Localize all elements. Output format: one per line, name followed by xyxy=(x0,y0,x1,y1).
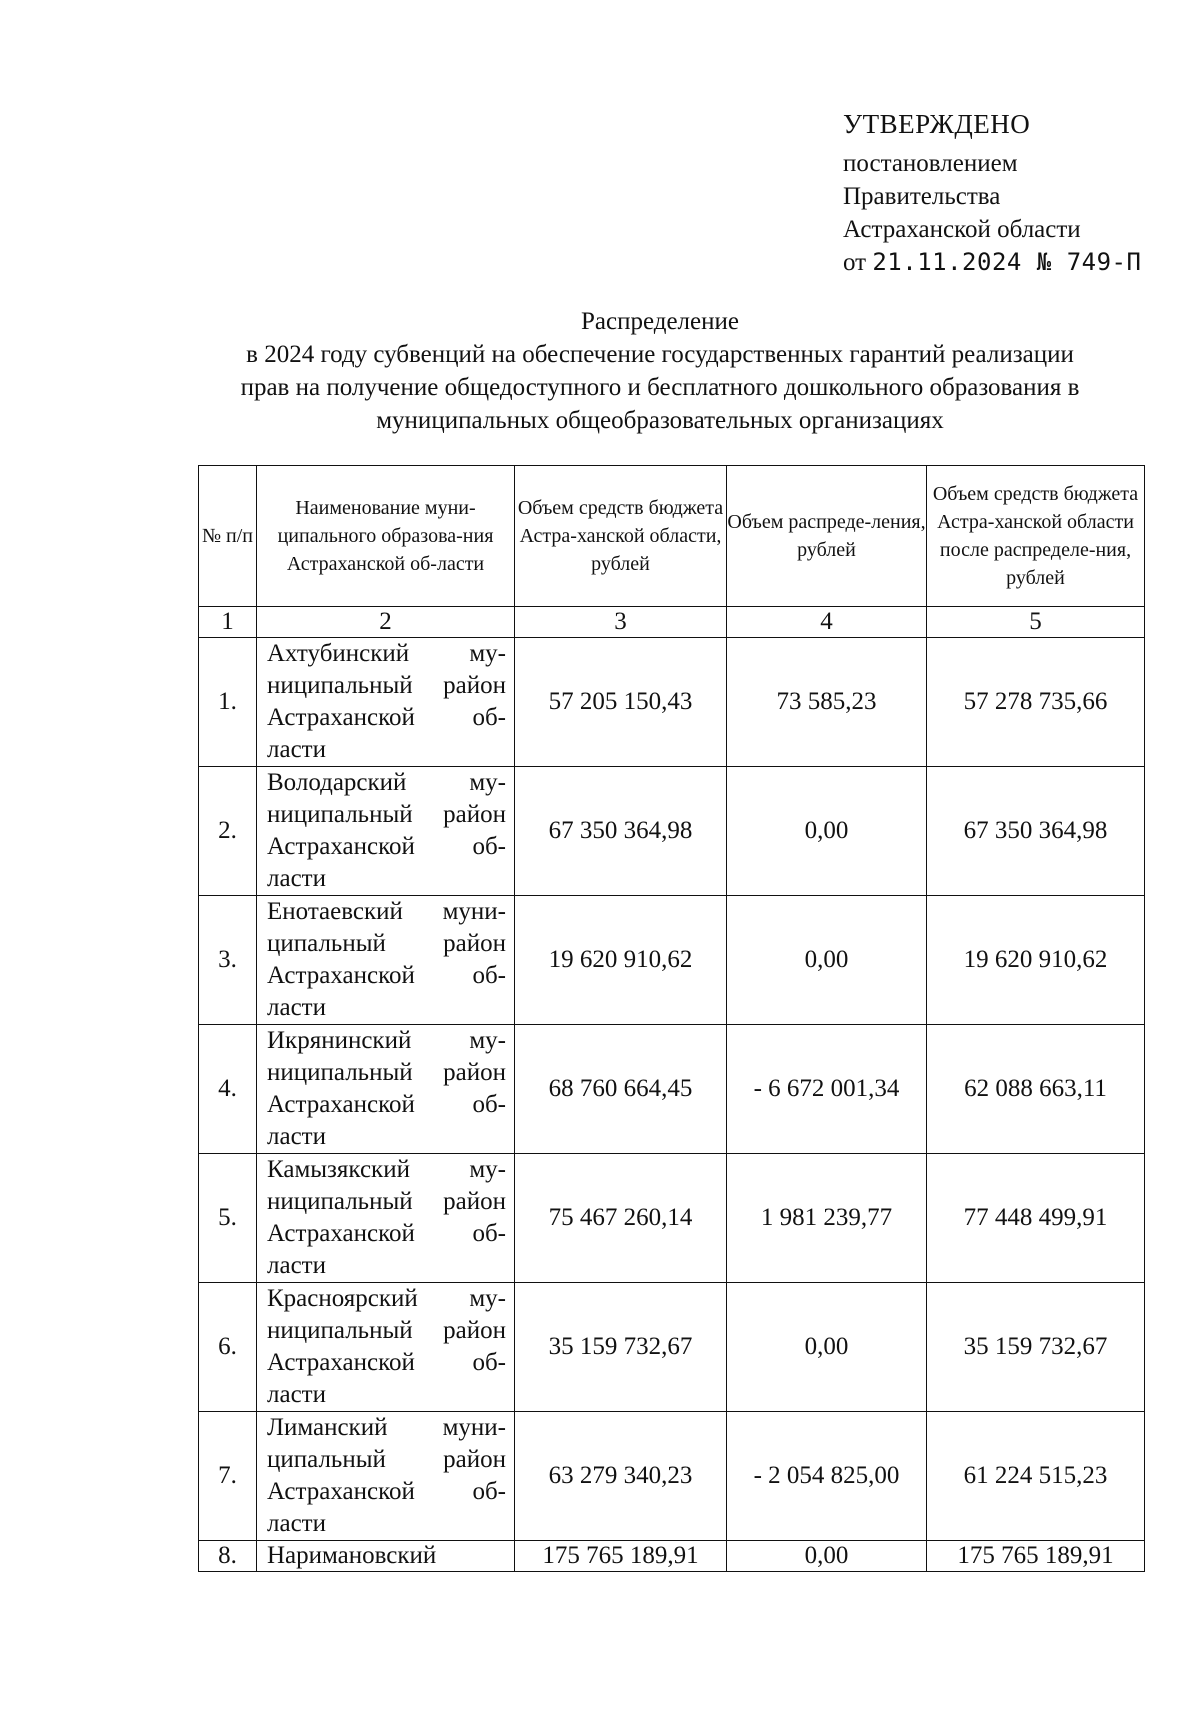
row-distribution: 0,00 xyxy=(727,1541,927,1572)
row-index: 5. xyxy=(199,1154,257,1283)
table-row xyxy=(199,1154,1145,1283)
table-header-row xyxy=(199,466,1145,607)
row-budget: 75 467 260,14 xyxy=(515,1154,727,1283)
row-budget: 67 350 364,98 xyxy=(515,767,727,896)
column-number: 2 xyxy=(257,607,515,638)
row-after: 35 159 732,67 xyxy=(927,1283,1145,1412)
row-budget: 57 205 150,43 xyxy=(515,638,727,767)
header-index: № п/п xyxy=(199,466,257,607)
approved-label: УТВЕРЖДЕНО xyxy=(843,109,1031,139)
approval-date-prefix: от xyxy=(843,249,867,276)
column-number-row xyxy=(199,607,1145,638)
title-line-2: в 2024 году субвенций на обеспечение государственных гарантий реализации xyxy=(246,341,1074,368)
table-row xyxy=(199,1283,1145,1412)
header-budget: Объем средств бюджета Астра-ханской области, рублей xyxy=(515,466,727,607)
distribution-table xyxy=(198,465,1145,1572)
row-municipality: Наримановский xyxy=(257,1541,515,1572)
approval-line-government: Правительства xyxy=(843,183,1001,210)
row-distribution: - 2 054 825,00 xyxy=(727,1412,927,1541)
row-index: 1. xyxy=(199,638,257,767)
row-after: 62 088 663,11 xyxy=(927,1025,1145,1154)
table-row xyxy=(199,896,1145,1025)
row-municipality: Камызякский му-ниципальный район Астраханской об-ласти xyxy=(257,1154,515,1283)
row-distribution: 73 585,23 xyxy=(727,638,927,767)
approval-stamp xyxy=(843,108,1173,279)
title-line-1: Распределение xyxy=(581,308,739,335)
column-number: 3 xyxy=(515,607,727,638)
row-after: 61 224 515,23 xyxy=(927,1412,1145,1541)
row-budget: 35 159 732,67 xyxy=(515,1283,727,1412)
title-line-4: муниципальных общеобразовательных организациях xyxy=(376,407,944,434)
row-index: 2. xyxy=(199,767,257,896)
row-index: 4. xyxy=(199,1025,257,1154)
row-municipality: Ахтубинский му-ниципальный район Астраханской об-ласти xyxy=(257,638,515,767)
row-after: 57 278 735,66 xyxy=(927,638,1145,767)
approval-line-region: Астраханской области xyxy=(843,216,1081,243)
table-row xyxy=(199,1025,1145,1154)
row-municipality: Володарский му-ниципальный район Астраханской об-ласти xyxy=(257,767,515,896)
row-index: 8. xyxy=(199,1541,257,1572)
row-budget: 19 620 910,62 xyxy=(515,896,727,1025)
table-row xyxy=(199,1541,1145,1572)
row-distribution: - 6 672 001,34 xyxy=(727,1025,927,1154)
row-municipality: Красноярский му-ниципальный район Астраханской об-ласти xyxy=(257,1283,515,1412)
row-budget: 63 279 340,23 xyxy=(515,1412,727,1541)
approval-date-number: 21.11.2024 № 749-П xyxy=(872,248,1142,276)
row-budget: 68 760 664,45 xyxy=(515,1025,727,1154)
approval-line-resolution: постановлением xyxy=(843,150,1018,177)
column-number: 1 xyxy=(199,607,257,638)
row-index: 3. xyxy=(199,896,257,1025)
row-municipality: Енотаевский муни-ципальный район Астраханской об-ласти xyxy=(257,896,515,1025)
row-distribution: 0,00 xyxy=(727,896,927,1025)
table-row xyxy=(199,638,1145,767)
table-row xyxy=(199,1412,1145,1541)
row-distribution: 1 981 239,77 xyxy=(727,1154,927,1283)
header-distribution: Объем распреде-ления, рублей xyxy=(727,466,927,607)
row-distribution: 0,00 xyxy=(727,767,927,896)
approval-date-line xyxy=(843,246,1173,279)
header-municipality: Наименование муни-ципального образова-ния Астраханской об-ласти xyxy=(257,466,515,607)
column-number: 5 xyxy=(927,607,1145,638)
row-after: 175 765 189,91 xyxy=(927,1541,1145,1572)
row-budget: 175 765 189,91 xyxy=(515,1541,727,1572)
document-title xyxy=(150,305,1170,437)
row-after: 77 448 499,91 xyxy=(927,1154,1145,1283)
row-after: 67 350 364,98 xyxy=(927,767,1145,896)
row-index: 6. xyxy=(199,1283,257,1412)
row-municipality: Лиманский муни-ципальный район Астраханской об-ласти xyxy=(257,1412,515,1541)
row-distribution: 0,00 xyxy=(727,1283,927,1412)
row-municipality: Икрянинский му-ниципальный район Астраханской об-ласти xyxy=(257,1025,515,1154)
table-row xyxy=(199,767,1145,896)
title-line-3: прав на получение общедоступного и бесплатного дошкольного образования в xyxy=(240,374,1080,401)
row-index: 7. xyxy=(199,1412,257,1541)
header-after-distribution: Объем средств бюджета Астра-ханской области после распределе-ния, рублей xyxy=(927,466,1145,607)
column-number: 4 xyxy=(727,607,927,638)
row-after: 19 620 910,62 xyxy=(927,896,1145,1025)
